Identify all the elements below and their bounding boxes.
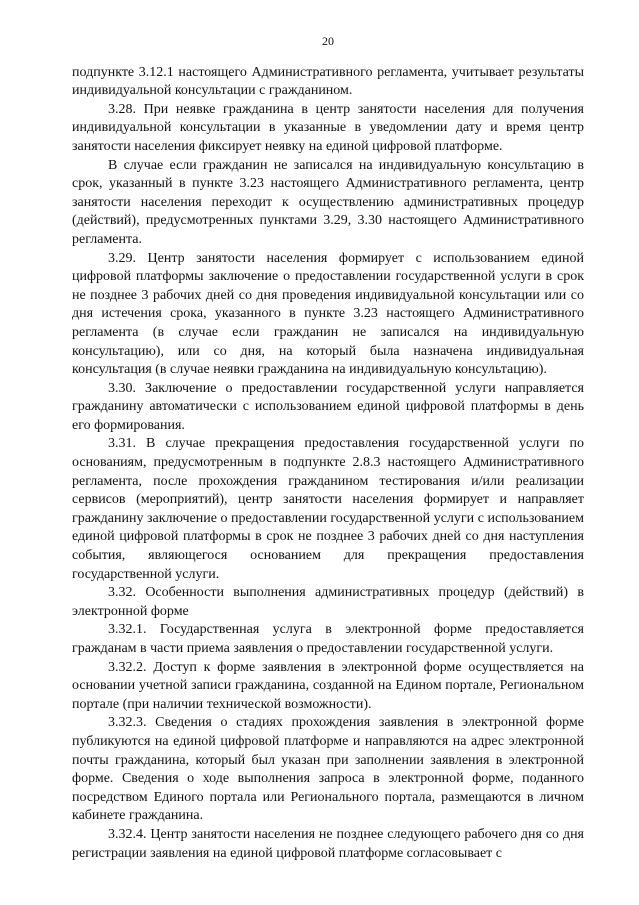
document-body <box>72 64 584 864</box>
paragraph: 3.31. В случае прекращения предоставления государственной услуги по основаниям, предусмотренным в подпункте 2.8.3 настоящего Административного регламента, после прохождения гражданином тестирования и/или реализации сервисов (мероприятий), центр занятости населения формирует и направляет гражданину заключение о предоставлении государственной услуги с использованием единой цифровой платформы в срок не позднее 3 рабочих дней со дня наступления события, являющегося основанием для прекращения предоставления государственной услуги. <box>72 436 584 582</box>
paragraph: подпункте 3.12.1 настоящего Административного регламента, учитывает результаты индивидуальной консультации с гражданином. <box>72 64 584 99</box>
paragraph: 3.30. Заключение о предоставлении государственной услуги направляется гражданину автоматически с использованием единой цифровой платформы в день его формирования. <box>72 380 584 433</box>
paragraph: 3.29. Центр занятости населения формирует с использованием единой цифровой платформы заключение о предоставлении государственной услуги в срок не позднее 3 рабочих дней со дня проведения индивидуальной консультации или со дня истечения срока, указанного в пункте 3.23 настоящего Административного регламента (в случае если гражданин не записался на индивидуальную консультацию), или со дня, на который была назначена индивидуальная консультация (в случае неявки гражданина на индивидуальную консультацию). <box>72 250 584 378</box>
paragraph: 3.28. При неявке гражданина в центр занятости населения для получения индивидуальной консультации в указанные в уведомлении дату и время центр занятости населения фиксирует неявку на единой цифровой платформе. <box>72 101 584 154</box>
paragraph: 3.32.3. Сведения о стадиях прохождения заявления в электронной форме публикуются на единой цифровой платформе и направляются на адрес электронной почты гражданина, который был указан при заполнении заявления в электронной форме. Сведения о ходе выполнения запроса в электронной форме, поданного посредством Единого портала или Регионального портала, размещаются в личном кабинете гражданина. <box>72 715 584 824</box>
paragraph: В случае если гражданин не записался на индивидуальную консультацию в срок, указанный в пункте 3.23 настоящего Административного регламента, центр занятости населения переходит к осуществлению административных процедур (действий), предусмотренных пунктами 3.29, 3.30 настоящего Административного регламента. <box>72 157 584 247</box>
paragraph: 3.32.2. Доступ к форме заявления в электронной форме осуществляется на основании учетной записи гражданина, созданной на Едином портале, Региональном портале (при наличии технической возможности). <box>72 659 584 712</box>
document-page <box>72 32 584 863</box>
paragraph: 3.32.1. Государственная услуга в электронной форме предоставляется гражданам в части приема заявления о предоставлении государственной услуги. <box>72 622 584 656</box>
paragraph: 3.32. Особенности выполнения административных процедур (действий) в электронной форме <box>72 585 584 619</box>
page-number: 20 <box>322 34 334 48</box>
paragraph: 3.32.4. Центр занятости населения не позднее следующего рабочего дня со дня регистрации заявления на единой цифровой платформе согласовывает с <box>72 826 584 861</box>
